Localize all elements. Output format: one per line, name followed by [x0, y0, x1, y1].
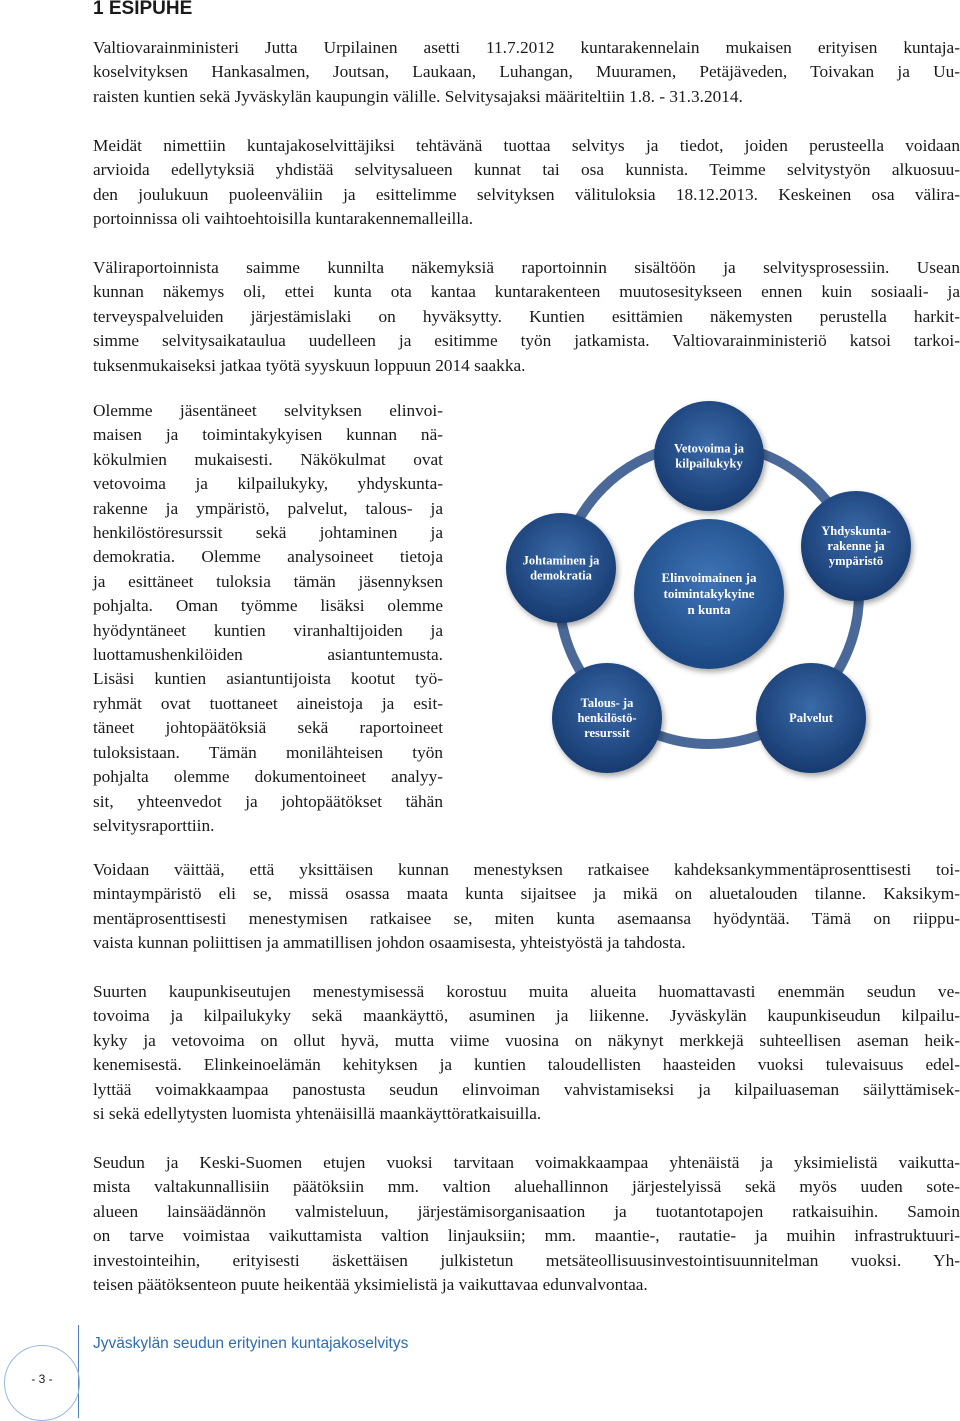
diagram-center-node — [634, 519, 784, 669]
svg-text:Johtaminen jademokratia — [523, 554, 600, 583]
text-line: vaista kunnan poliittisen ja ammatillisen johdon osaamisesta, yhteistyöstä ja tahdosta. — [93, 933, 686, 953]
svg-text:Palvelut — [789, 711, 834, 725]
svg-text:Talous- jahenkilöstö-resurssit — [577, 696, 636, 740]
text-line: pohjalta. Oman työmme lisäksi olemme — [93, 596, 443, 616]
text-line: tuloksistaan. Tämän monilähteisen työn — [93, 742, 443, 762]
diagram-node-label: rakenne ja — [827, 539, 885, 553]
text-line: mentäprosenttisesti menestymisen ratkaisee se, miten kunta asemaansa hyödyntää. Tämä on riippu- — [93, 908, 960, 928]
text-line: henkilöstöresurssit sekä johtaminen ja — [93, 523, 443, 543]
text-line: raisten kuntien sekä Jyväskylän kaupungin välille. Selvitysajaksi määriteltiin 1.8. - 31.3.2014. — [93, 86, 743, 106]
diagram-node-label: demokratia — [530, 568, 592, 583]
paragraph-2 — [93, 134, 960, 232]
text-line: Seudun ja Keski-Suomen etujen vuoksi tarvitaan voimakkaampaa yhtenäistä ja yksimielistä vaikutta- — [93, 1153, 960, 1172]
text-line: luottamushenkilöiden asiantuntemusta. — [93, 645, 443, 665]
text-line: kunnan näkemys oli, ettei kunta ota kantaa kuntarakenteen muutosesitykseen ennen kuin sosiaali- ja — [93, 282, 960, 302]
diagram-node-palvelut — [756, 663, 866, 773]
text-line: Meidät nimettiin kuntajakoselvittäjiksi tehtävänä tuottaa selvitys ja tiedot, joiden perusteella voidaan — [93, 136, 960, 155]
diagram-node-label: kilpailukyky — [675, 456, 743, 471]
text-line: kenemisestä. Elinkeinoelämän kehityksen ja kuntien taloudellisten haasteiden vuoksi tulevaisuus edel- — [93, 1055, 960, 1075]
text-line: Suurten kaupunkiseutujen menestymisessä korostuu muita alueita huomattavasti enemmän seudun ve- — [93, 982, 960, 1001]
diagram-node-label: Vetovoima ja — [673, 441, 745, 456]
footer-title: Jyväskylän seudun erityinen kuntajakoselvitys — [93, 1335, 409, 1352]
text-line: Lisäsi kuntien asiantuntijoista kootut työ- — [93, 669, 443, 689]
text-line: den joulukuun puoleenväliin ja esittelimme selvityksen välituloksia 18.12.2013. Keskeinen osa välira- — [93, 184, 960, 204]
text-line: demokratia. Olemme analysoineet tietoja — [93, 547, 443, 567]
text-line: ja esittäneet tuloksia tämän jäsennyksen — [93, 571, 443, 591]
text-line: tovoima ja kilpailukyky sekä maankäyttö, asuminen ja liikenne. Jyväskylän kaupunkiseudun kilpailu- — [93, 1006, 960, 1026]
paragraph-5 — [93, 858, 960, 956]
text-line: alueen lainsäädännön valmisteluun, järjestämisorganisaation ja tuotantotapojen ratkaisuihin. Samoin — [93, 1201, 960, 1221]
text-line: si sekä edellytysten luomista yhtenäisillä maankäyttöratkaisuilla. — [93, 1104, 542, 1124]
svg-text:Vetovoima jakilpailukyky — [674, 442, 745, 471]
text-line: tuksenmukaiseksi jatkaa työtä syyskuun loppuun 2014 saakka. — [93, 355, 526, 375]
paragraph-4 — [93, 399, 443, 838]
diagram-node-johtaminen — [506, 513, 616, 623]
text-line: Valtiovarainministeri Jutta Urpilainen asetti 11.7.2012 kuntarakennelain mukaisen erityisen kuntaja- — [93, 38, 960, 57]
text-line: pohjalta olemme dokumentoineet analyy- — [93, 767, 443, 787]
diagram-node-label: Palvelut — [789, 711, 833, 725]
text-line: koselvityksen Hankasalmen, Joutsan, Laukaan, Luhangan, Muuramen, Petäjäveden, Toivakan ja Uu- — [93, 62, 960, 82]
diagram-center-label: Elinvoimainen ja — [661, 570, 757, 585]
diagram-center-label: toimintakykyine — [663, 586, 755, 601]
diagram-center-label: n kunta — [687, 602, 731, 617]
paragraph-6 — [93, 980, 960, 1126]
diagram-node-label: Talous- ja — [580, 696, 634, 710]
text-line: simme selvitysaikataulua uudelleen ja esitimme työn jatkamista. Valtiovarainministeriö katsoi tarkoi- — [93, 331, 960, 351]
text-line: Voidaan väittää, että yksittäisen kunnan menestyksen ratkaisee kahdeksankymmentäprosenttisesti toi- — [93, 860, 960, 879]
diagram-node-vetovoima — [654, 401, 764, 511]
paragraph-1 — [93, 36, 960, 109]
section-heading: 1 ESIPUHE — [93, 0, 193, 19]
diagram-node-label: resurssit — [584, 726, 630, 740]
paragraph-3 — [93, 256, 960, 378]
diagram-node-label: henkilöstö- — [577, 711, 637, 725]
diagram-node-talous — [552, 663, 662, 773]
diagram-node-label: Yhdyskunta- — [821, 524, 891, 538]
diagram-node-yhdyskuntarakenne — [801, 491, 911, 601]
viewpoints-diagram — [478, 398, 960, 808]
text-line: kyky ja vetovoima on ollut hyvä, mutta viime vuosina on näkynyt merkkejä suhteellisen aseman heik- — [93, 1030, 960, 1050]
text-line: portoinnissa oli vaihtoehtoisilla kuntarakennemalleilla. — [93, 209, 474, 229]
text-line: hyödyntäneet kuntien viranhaltijoiden ja — [93, 620, 443, 640]
text-line: terveyspalveluiden järjestämislaki on hyväksytty. Kuntien esittämien näkemysten perustella harkit- — [93, 306, 960, 326]
text-line: Väliraportoinnista saimme kunnilta näkemyksiä raportoinnin sisältöön ja selvitysprosessiin. Usean — [93, 258, 960, 277]
text-line: investointeihin, erityisesti äskettäisen julkistetun metsäteollisuusinvestointisuunnitelman vuoksi. Yh- — [93, 1250, 960, 1270]
diagram-node-label: ympäristö — [828, 554, 884, 568]
text-line: arvioida edellytyksiä yhdistää selvitysalueen kunnat tai osa kunnista. Teimme selvitystyön alkuosuu- — [93, 160, 960, 180]
text-line: maisen ja toimintakykyisen kunnan nä- — [93, 425, 443, 445]
page-number: - 3 - — [31, 1372, 53, 1386]
text-line: teisen päätöksenteon puute heikentää yksimielistä ja vaikuttavaa edunvalvontaa. — [93, 1275, 648, 1295]
diagram-node-label: Johtaminen ja — [522, 553, 600, 568]
text-line: rakenne ja ympäristö, palvelut, talous- ja — [93, 498, 443, 518]
text-line: sit, yhteenvedot ja johtopäätökset tähän — [93, 791, 443, 811]
text-line: kökulmien mukaisesti. Näkökulmat ovat — [93, 449, 443, 469]
text-line: Olemme jäsentäneet selvityksen elinvoi- — [93, 401, 443, 420]
text-line: lyttää voimakkaampaa panostusta seudun elinvoiman vahvistamiseksi ja kilpailuaseman säilyttämisek- — [93, 1079, 960, 1099]
text-line: vetovoima ja kilpailukyky, yhdyskunta- — [93, 474, 443, 494]
paragraph-7 — [93, 1151, 960, 1297]
text-line: mista valtakunnallisiin päätöksiin mm. valtion aluehallinnon järjestelyissä sekä myös uuden sote- — [93, 1177, 960, 1197]
text-line: täneet johtopäätöksiä sekä raportoineet — [93, 718, 443, 738]
svg-text:Yhdyskunta-rakenne jaympäristö — [821, 524, 890, 568]
text-line: ryhmät ovat tuottaneet aineistoja ja esit- — [93, 693, 443, 713]
text-line: on tarve voimistaa vaikuttamista valtion linjauksiin; mm. maantie-, rautatie- ja muihin infrastruktuuri- — [93, 1226, 960, 1246]
text-line: mintaympäristö eli se, missä osassa maata kunta sijaitsee ja mikä on aluetalouden tilanne. Kaksikym- — [93, 884, 960, 904]
text-line: selvitysraporttiin. — [93, 815, 215, 835]
